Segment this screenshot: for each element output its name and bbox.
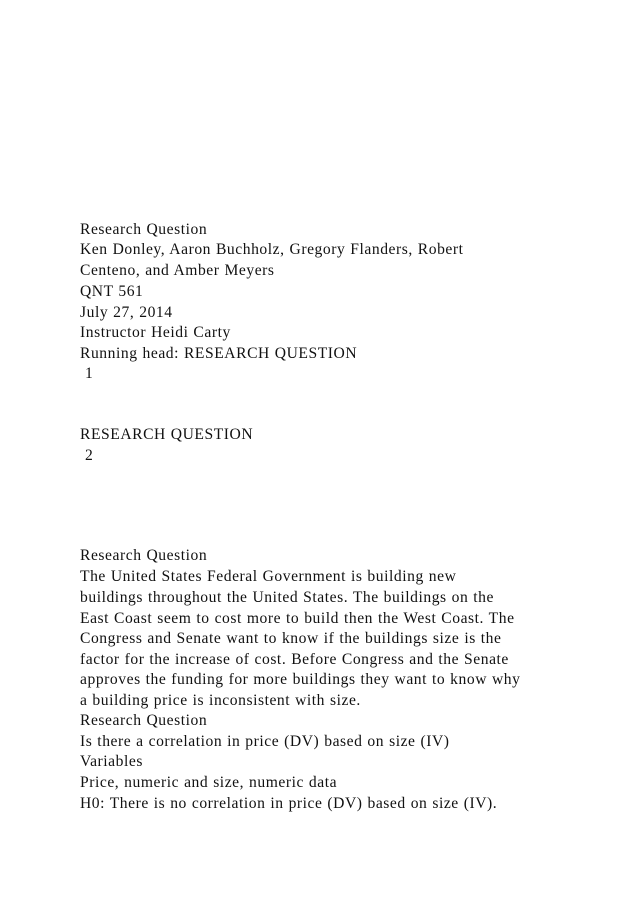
research-question-text: Is there a correlation in price (DV) based on size (IV) — [80, 733, 450, 750]
cover-course: QNT 561 — [80, 283, 144, 300]
header-label: RESEARCH QUESTION — [80, 426, 254, 443]
paragraph-line: a building price is inconsistent with size. — [80, 692, 361, 709]
paragraph-line: approves the funding for more buildings they want to know why — [80, 671, 521, 688]
page-number-2: 2 — [80, 447, 94, 464]
question-heading: Research Question — [80, 712, 208, 729]
paragraph-line: The United States Federal Government is building new — [80, 568, 457, 585]
body-heading: Research Question — [80, 547, 208, 564]
cover-instructor: Instructor Heidi Carty — [80, 324, 231, 341]
variables-heading: Variables — [80, 753, 143, 770]
paragraph-line: East Coast seem to cost more to build then the West Coast. The — [80, 610, 515, 627]
cover-authors-line-1: Ken Donley, Aaron Buchholz, Gregory Flanders, Robert — [80, 241, 464, 258]
page-number-1: 1 — [80, 365, 94, 382]
paragraph-line: factor for the increase of cost. Before Congress and the Senate — [80, 651, 509, 668]
paragraph-line: buildings throughout the United States. The buildings on the — [80, 589, 494, 606]
cover-title: Research Question — [80, 221, 208, 238]
cover-date: July 27, 2014 — [80, 304, 173, 321]
variables-text: Price, numeric and size, numeric data — [80, 774, 338, 791]
null-hypothesis: H0: There is no correlation in price (DV) based on size (IV). — [80, 795, 498, 812]
paragraph-line: Congress and Senate want to know if the buildings size is the — [80, 630, 502, 647]
cover-authors-line-2: Centeno, and Amber Meyers — [80, 262, 275, 279]
running-head: Running head: RESEARCH QUESTION — [80, 345, 358, 362]
